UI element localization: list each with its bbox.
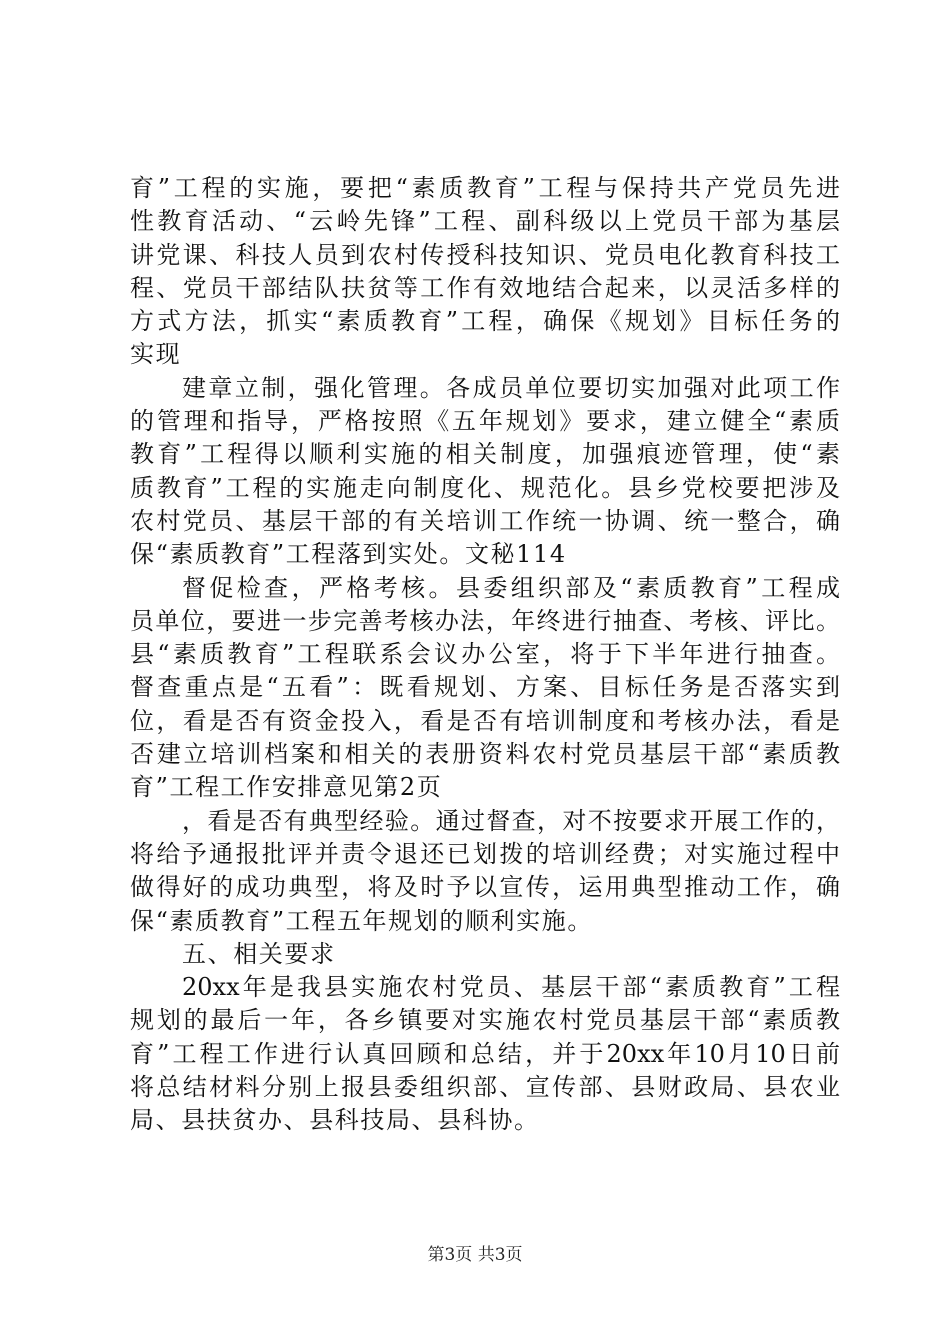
text-line: 督查重点是“五看”：既看规划、方案、目标任务是否落实到 — [130, 673, 840, 702]
text-line: 程、党员干部结队扶贫等工作有效地结合起来，以灵活多样的 — [130, 273, 840, 302]
text-line: 的管理和指导，严格按照《五年规划》要求，建立健全“素质 — [130, 407, 840, 436]
text-line: ，看是否有典型经验。通过督查，对不按要求开展工作的， — [182, 806, 840, 835]
text-line: 将总结材料分别上报县委组织部、宣传部、县财政局、县农业 — [130, 1073, 840, 1102]
text-line: 育”工程工作进行认真回顾和总结，并于20xx年10月10日前 — [130, 1039, 840, 1068]
text-line: 位，看是否有资金投入，看是否有培训制度和考核办法，看是 — [130, 706, 840, 735]
text-line: 性教育活动、“云岭先锋”工程、副科级以上党员干部为基层 — [130, 207, 840, 236]
text-line: 保“素质教育”工程落到实处。文秘114 — [130, 540, 567, 569]
text-line: 农村党员、基层干部的有关培训工作统一协调、统一整合，确 — [130, 506, 840, 535]
text-line: 保“素质教育”工程五年规划的顺利实施。 — [130, 906, 593, 935]
text-line: 育”工程的实施，要把“素质教育”工程与保持共产党员先进 — [130, 174, 840, 202]
text-line: 规划的最后一年，各乡镇要对实施农村党员基层干部“素质教 — [130, 1006, 840, 1035]
text-line: 五、相关要求 — [182, 939, 336, 968]
text-line: 县“素质教育”工程联系会议办公室，将于下半年进行抽查。 — [130, 640, 840, 669]
text-line: 实现 — [130, 340, 182, 369]
text-line: 督促检查，严格考核。县委组织部及“素质教育”工程成 — [182, 573, 840, 602]
text-line: 将给予通报批评并责令退还已划拨的培训经费；对实施过程中 — [130, 839, 840, 868]
text-line: 做得好的成功典型，将及时予以宣传，运用典型推动工作，确 — [130, 873, 840, 902]
text-line: 方式方法，抓实“素质教育”工程，确保《规划》目标任务的 — [130, 307, 840, 336]
document-body — [130, 172, 840, 1138]
text-line: 质教育”工程的实施走向制度化、规范化。县乡党校要把涉及 — [130, 473, 840, 502]
text-line: 讲党课、科技人员到农村传授科技知识、党员电化教育科技工 — [130, 240, 840, 269]
text-line: 员单位，要进一步完善考核办法，年终进行抽查、考核、评比。 — [130, 606, 840, 635]
text-line: 教育”工程得以顺利实施的相关制度，加强痕迹管理，使“素 — [130, 440, 840, 469]
page-footer: 第3页 共3页 — [427, 1245, 523, 1265]
text-line: 局、县扶贫办、县科技局、县科协。 — [130, 1106, 540, 1135]
text-line: 育”工程工作安排意见第2页 — [130, 773, 443, 802]
text-line: 建章立制，强化管理。各成员单位要切实加强对此项工作 — [182, 373, 840, 402]
text-line: 否建立培训档案和相关的表册资料农村党员基层干部“素质教 — [130, 740, 840, 769]
text-line: 20xx年是我县实施农村党员、基层干部“素质教育”工程 — [182, 973, 840, 1002]
